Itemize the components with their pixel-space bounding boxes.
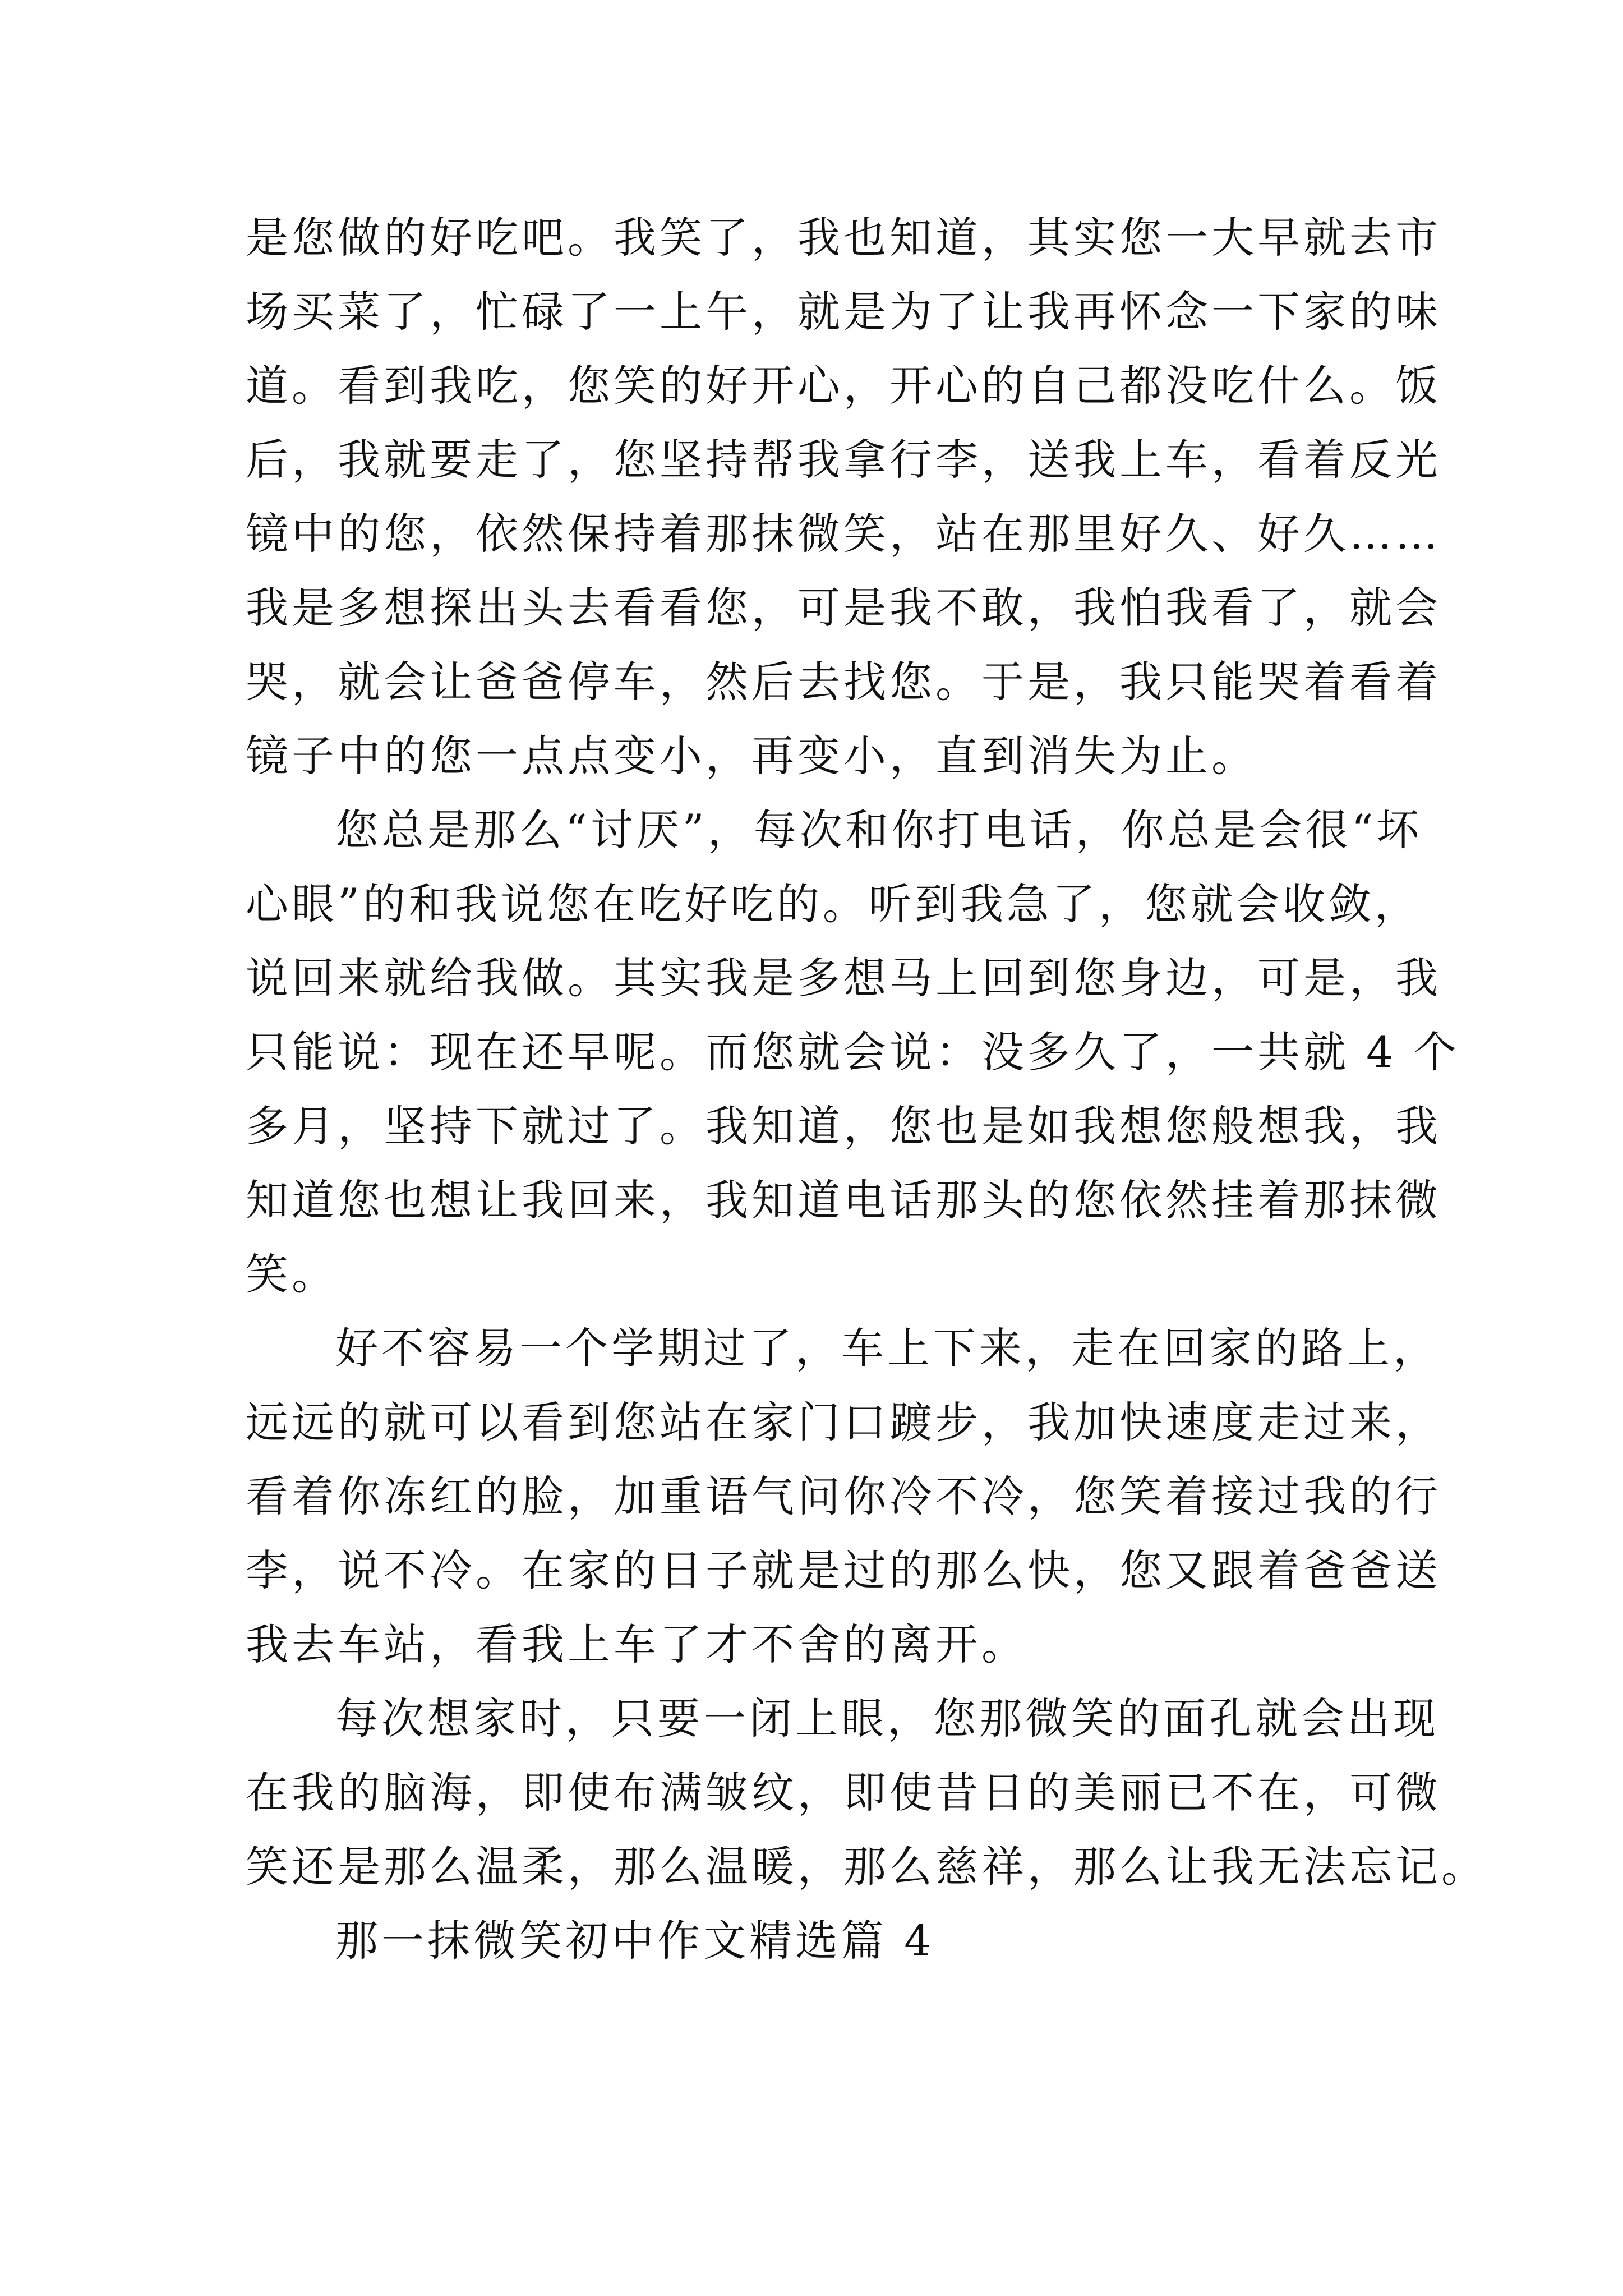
document-body [246,201,1487,1978]
paragraph-first-line: 好不容易一个学期过了，车上下来，走在回家的路上， [335,1323,1439,1373]
text-line: 远远的就可以看到您站在家门口踱步，我加快速度走过来， [246,1397,1441,1447]
section-heading: 那一抹微笑初中作文精选篇 4 [335,1916,935,1966]
text-line: 是您做的好吃吧。我笑了，我也知道，其实您一大早就去市 [246,213,1441,263]
text-line: 后，我就要走了，您坚持帮我拿行李，送我上车，看着反光 [246,435,1441,485]
paragraph-first-line: 每次想家时，只要一闭上眼，您那微笑的面孔就会出现 [335,1694,1439,1743]
text-line: 我是多想探出头去看看您，可是我不敢，我怕我看了，就会 [246,583,1441,633]
text-line: 知道您也想让我回来，我知道电话那头的您依然挂着那抹微 [246,1175,1441,1225]
text-line: 只能说：现在还早呢。而您就会说：没多久了，一共就 4 个 [246,1027,1460,1077]
text-line: 多月，坚持下就过了。我知道，您也是如我想您般想我，我 [246,1101,1441,1151]
text-line: 道。看到我吃，您笑的好开心，开心的自己都没吃什么。饭 [246,361,1441,411]
text-line: 场买菜了，忙碌了一上午，就是为了让我再怀念一下家的味 [246,287,1441,337]
text-line: 镜中的您，依然保持着那抹微笑，站在那里好久、好久…… [246,509,1441,559]
text-line: 我去车站，看我上车了才不舍的离开。 [246,1619,1027,1669]
text-line: 心眼”的和我说您在吃好吃的。听到我急了，您就会收敛， [246,879,1421,929]
text-line: 镜子中的您一点点变小，再变小，直到消失为止。 [246,731,1257,781]
text-line: 笑还是那么温柔，那么温暖，那么慈祥，那么让我无法忘记。 [246,1842,1487,1892]
paragraph-first-line: 您总是那么“讨厌”，每次和你打电话，你总是会很“坏 [335,805,1423,855]
text-line: 笑。 [246,1249,338,1299]
text-line: 在我的脑海，即使布满皱纹，即使昔日的美丽已不在，可微 [246,1768,1441,1818]
text-line: 说回来就给我做。其实我是多想马上回到您身边，可是，我 [246,953,1441,1003]
text-line: 看着你冻红的脸，加重语气问你冷不冷，您笑着接过我的行 [246,1471,1441,1521]
text-line: 李，说不冷。在家的日子就是过的那么快，您又跟着爸爸送 [246,1545,1441,1595]
text-line: 哭，就会让爸爸停车，然后去找您。于是，我只能哭着看着 [246,657,1441,707]
